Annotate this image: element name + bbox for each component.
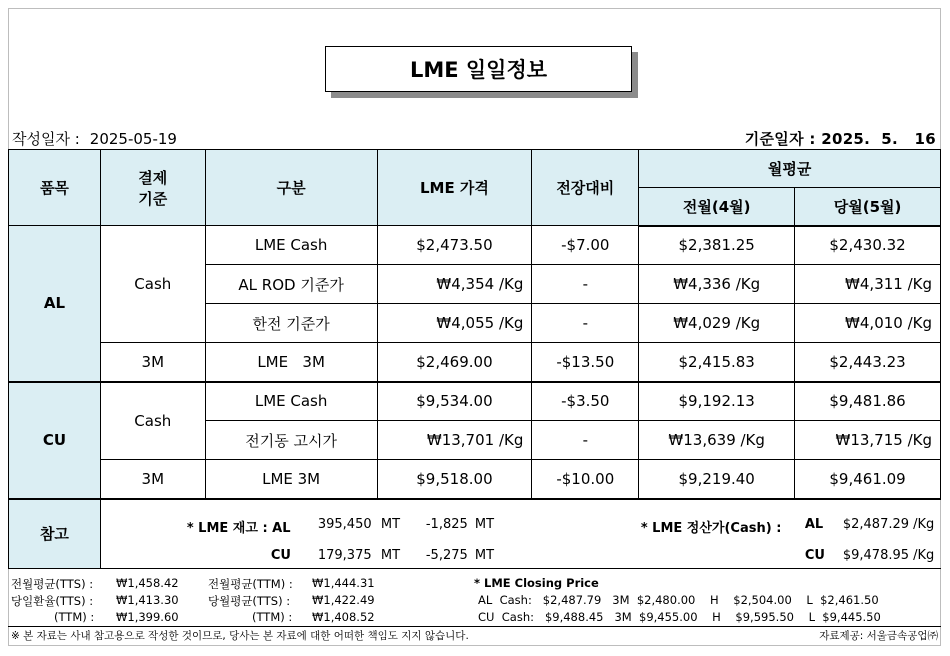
base-date: 기준일자 : 2025. 5. 16 bbox=[744, 130, 936, 148]
write-date-value: 2025-05-19 bbox=[89, 130, 177, 148]
settle-al-value: $2,487.29 /Kg bbox=[842, 516, 935, 532]
prev-month-cell: $9,192.13 bbox=[639, 382, 795, 421]
price-cell: ₩4,055 /Kg bbox=[377, 304, 532, 343]
day-ttm-value: ₩1,399.60 bbox=[116, 610, 179, 624]
diff-cell: -$13.50 bbox=[532, 343, 639, 382]
prev-month-cell: ₩4,336 /Kg bbox=[639, 265, 795, 304]
table-row bbox=[9, 343, 941, 382]
settle-3m-al: 3M bbox=[100, 343, 205, 382]
header-settlement-line2: 기준 bbox=[138, 189, 168, 208]
settle-3m-cu: 3M bbox=[100, 460, 205, 499]
price-cell: $9,518.00 bbox=[377, 460, 532, 499]
write-date-label: 작성일자 : bbox=[12, 130, 80, 148]
stock-al-unit: MT bbox=[380, 516, 401, 532]
day-tts-value: ₩1,413.30 bbox=[116, 593, 179, 607]
table-row bbox=[9, 226, 941, 265]
prev-month-cell: ₩13,639 /Kg bbox=[639, 421, 795, 460]
settle-cash-al: Cash bbox=[100, 226, 205, 343]
this-month-cell: $9,461.09 bbox=[795, 460, 941, 499]
category-cell: LME 3M bbox=[205, 460, 377, 499]
this-month-cell: $9,481.86 bbox=[795, 382, 941, 421]
day-ttm-label: (TTM) : bbox=[54, 610, 95, 624]
diff-cell: -$3.50 bbox=[532, 382, 639, 421]
closing-price-title: * LME Closing Price bbox=[474, 576, 599, 590]
price-cell: $9,534.00 bbox=[377, 382, 532, 421]
category-cell: AL ROD 기준가 bbox=[205, 265, 377, 304]
item-cu: CU bbox=[9, 382, 101, 499]
prev-tts-value: ₩1,458.42 bbox=[116, 576, 179, 590]
price-cell: ₩4,354 /Kg bbox=[377, 265, 532, 304]
write-date bbox=[12, 128, 177, 149]
closing-price-al: AL Cash: $2,487.79 3M $2,480.00 H $2,504.00 L $2,461.50 bbox=[478, 593, 879, 607]
this-month-cell: $2,443.23 bbox=[795, 343, 941, 382]
price-cell: ₩13,701 /Kg bbox=[377, 421, 532, 460]
header-category: 구분 bbox=[205, 150, 377, 226]
price-cell: $2,469.00 bbox=[377, 343, 532, 382]
header-settlement bbox=[100, 150, 205, 226]
header-this-month: 당월(5월) bbox=[795, 188, 941, 226]
prev-tts-label: 전월평균(TTS) : bbox=[11, 577, 94, 591]
diff-cell: - bbox=[532, 304, 639, 343]
stock-cu-label: CU bbox=[270, 547, 291, 563]
diff-cell: - bbox=[532, 421, 639, 460]
category-cell: 전기동 고시가 bbox=[205, 421, 377, 460]
price-table bbox=[8, 149, 941, 569]
prev-ttm-label: 전월평균(TTM) : bbox=[208, 577, 293, 591]
footer-divider bbox=[8, 626, 941, 627]
disclaimer: ※ 본 자료는 사내 참고용으로 작성한 것이므로, 당사는 본 자료에 대한 어떠한 책임도 지지 않습니다. bbox=[11, 630, 469, 642]
header-prev-diff: 전장대비 bbox=[532, 150, 639, 226]
cur-ttm-label: (TTM) : bbox=[252, 610, 293, 624]
settle-cu-value: $9,478.95 /Kg bbox=[842, 547, 935, 563]
settle-cu-label: CU bbox=[804, 547, 825, 563]
cur-tts-value: ₩1,422.49 bbox=[312, 593, 375, 607]
stock-cu-unit: MT bbox=[380, 547, 401, 563]
diff-cell: - bbox=[532, 265, 639, 304]
stock-al-line bbox=[187, 517, 291, 536]
settle-al-label: AL bbox=[804, 516, 824, 532]
prev-month-cell: $2,415.83 bbox=[639, 343, 795, 382]
header-settlement-line1: 결제 bbox=[138, 168, 168, 187]
stock-cu-change: -5,275 bbox=[425, 547, 468, 563]
price-cell: $2,473.50 bbox=[377, 226, 532, 265]
category-cell: LME Cash bbox=[205, 226, 377, 265]
stock-cu-qty: 179,375 bbox=[317, 547, 372, 563]
category-cell: LME Cash bbox=[205, 382, 377, 421]
this-month-cell: $2,430.32 bbox=[795, 226, 941, 265]
category-cell: LME 3M bbox=[205, 343, 377, 382]
day-tts-label: 당일환율(TTS) : bbox=[11, 594, 94, 608]
this-month-cell: ₩4,311 /Kg bbox=[795, 265, 941, 304]
stock-al-change: -1,825 bbox=[425, 516, 468, 532]
prev-month-cell: ₩4,029 /Kg bbox=[639, 304, 795, 343]
diff-cell: -$10.00 bbox=[532, 460, 639, 499]
header-monthly-avg: 월평균 bbox=[639, 150, 941, 188]
item-al: AL bbox=[9, 226, 101, 382]
header-item: 품목 bbox=[9, 150, 101, 226]
reference-row bbox=[9, 499, 941, 569]
table-row bbox=[9, 460, 941, 499]
stock-al-change-unit: MT bbox=[474, 516, 495, 532]
prev-month-cell: $2,381.25 bbox=[639, 226, 795, 265]
this-month-cell: ₩4,010 /Kg bbox=[795, 304, 941, 343]
reference-label: 참고 bbox=[9, 499, 101, 569]
diff-cell: -$7.00 bbox=[532, 226, 639, 265]
table-row bbox=[9, 382, 941, 421]
header-prev-month: 전월(4월) bbox=[639, 188, 795, 226]
this-month-cell: ₩13,715 /Kg bbox=[795, 421, 941, 460]
settle-label: * LME 정산가(Cash) : bbox=[640, 520, 782, 536]
cur-tts-label: 당월평균(TTS) : bbox=[208, 594, 291, 608]
category-cell: 한전 기준가 bbox=[205, 304, 377, 343]
stock-cu-change-unit: MT bbox=[474, 547, 495, 563]
stock-label: * LME 재고 : AL bbox=[186, 520, 291, 536]
report-title: LME 일일정보 bbox=[325, 46, 632, 92]
reference-content bbox=[100, 499, 940, 569]
closing-price-cu: CU Cash: $9,488.45 3M $9,455.00 H $9,595.50 L $9,445.50 bbox=[478, 610, 881, 624]
prev-month-cell: $9,219.40 bbox=[639, 460, 795, 499]
cur-ttm-value: ₩1,408.52 bbox=[312, 610, 375, 624]
data-source: 자료제공: 서울금속공업㈜ bbox=[819, 630, 938, 642]
header-lme-price: LME 가격 bbox=[377, 150, 532, 226]
prev-ttm-value: ₩1,444.31 bbox=[312, 576, 375, 590]
stock-al-qty: 395,450 bbox=[317, 516, 372, 532]
settle-cash-cu: Cash bbox=[100, 382, 205, 460]
